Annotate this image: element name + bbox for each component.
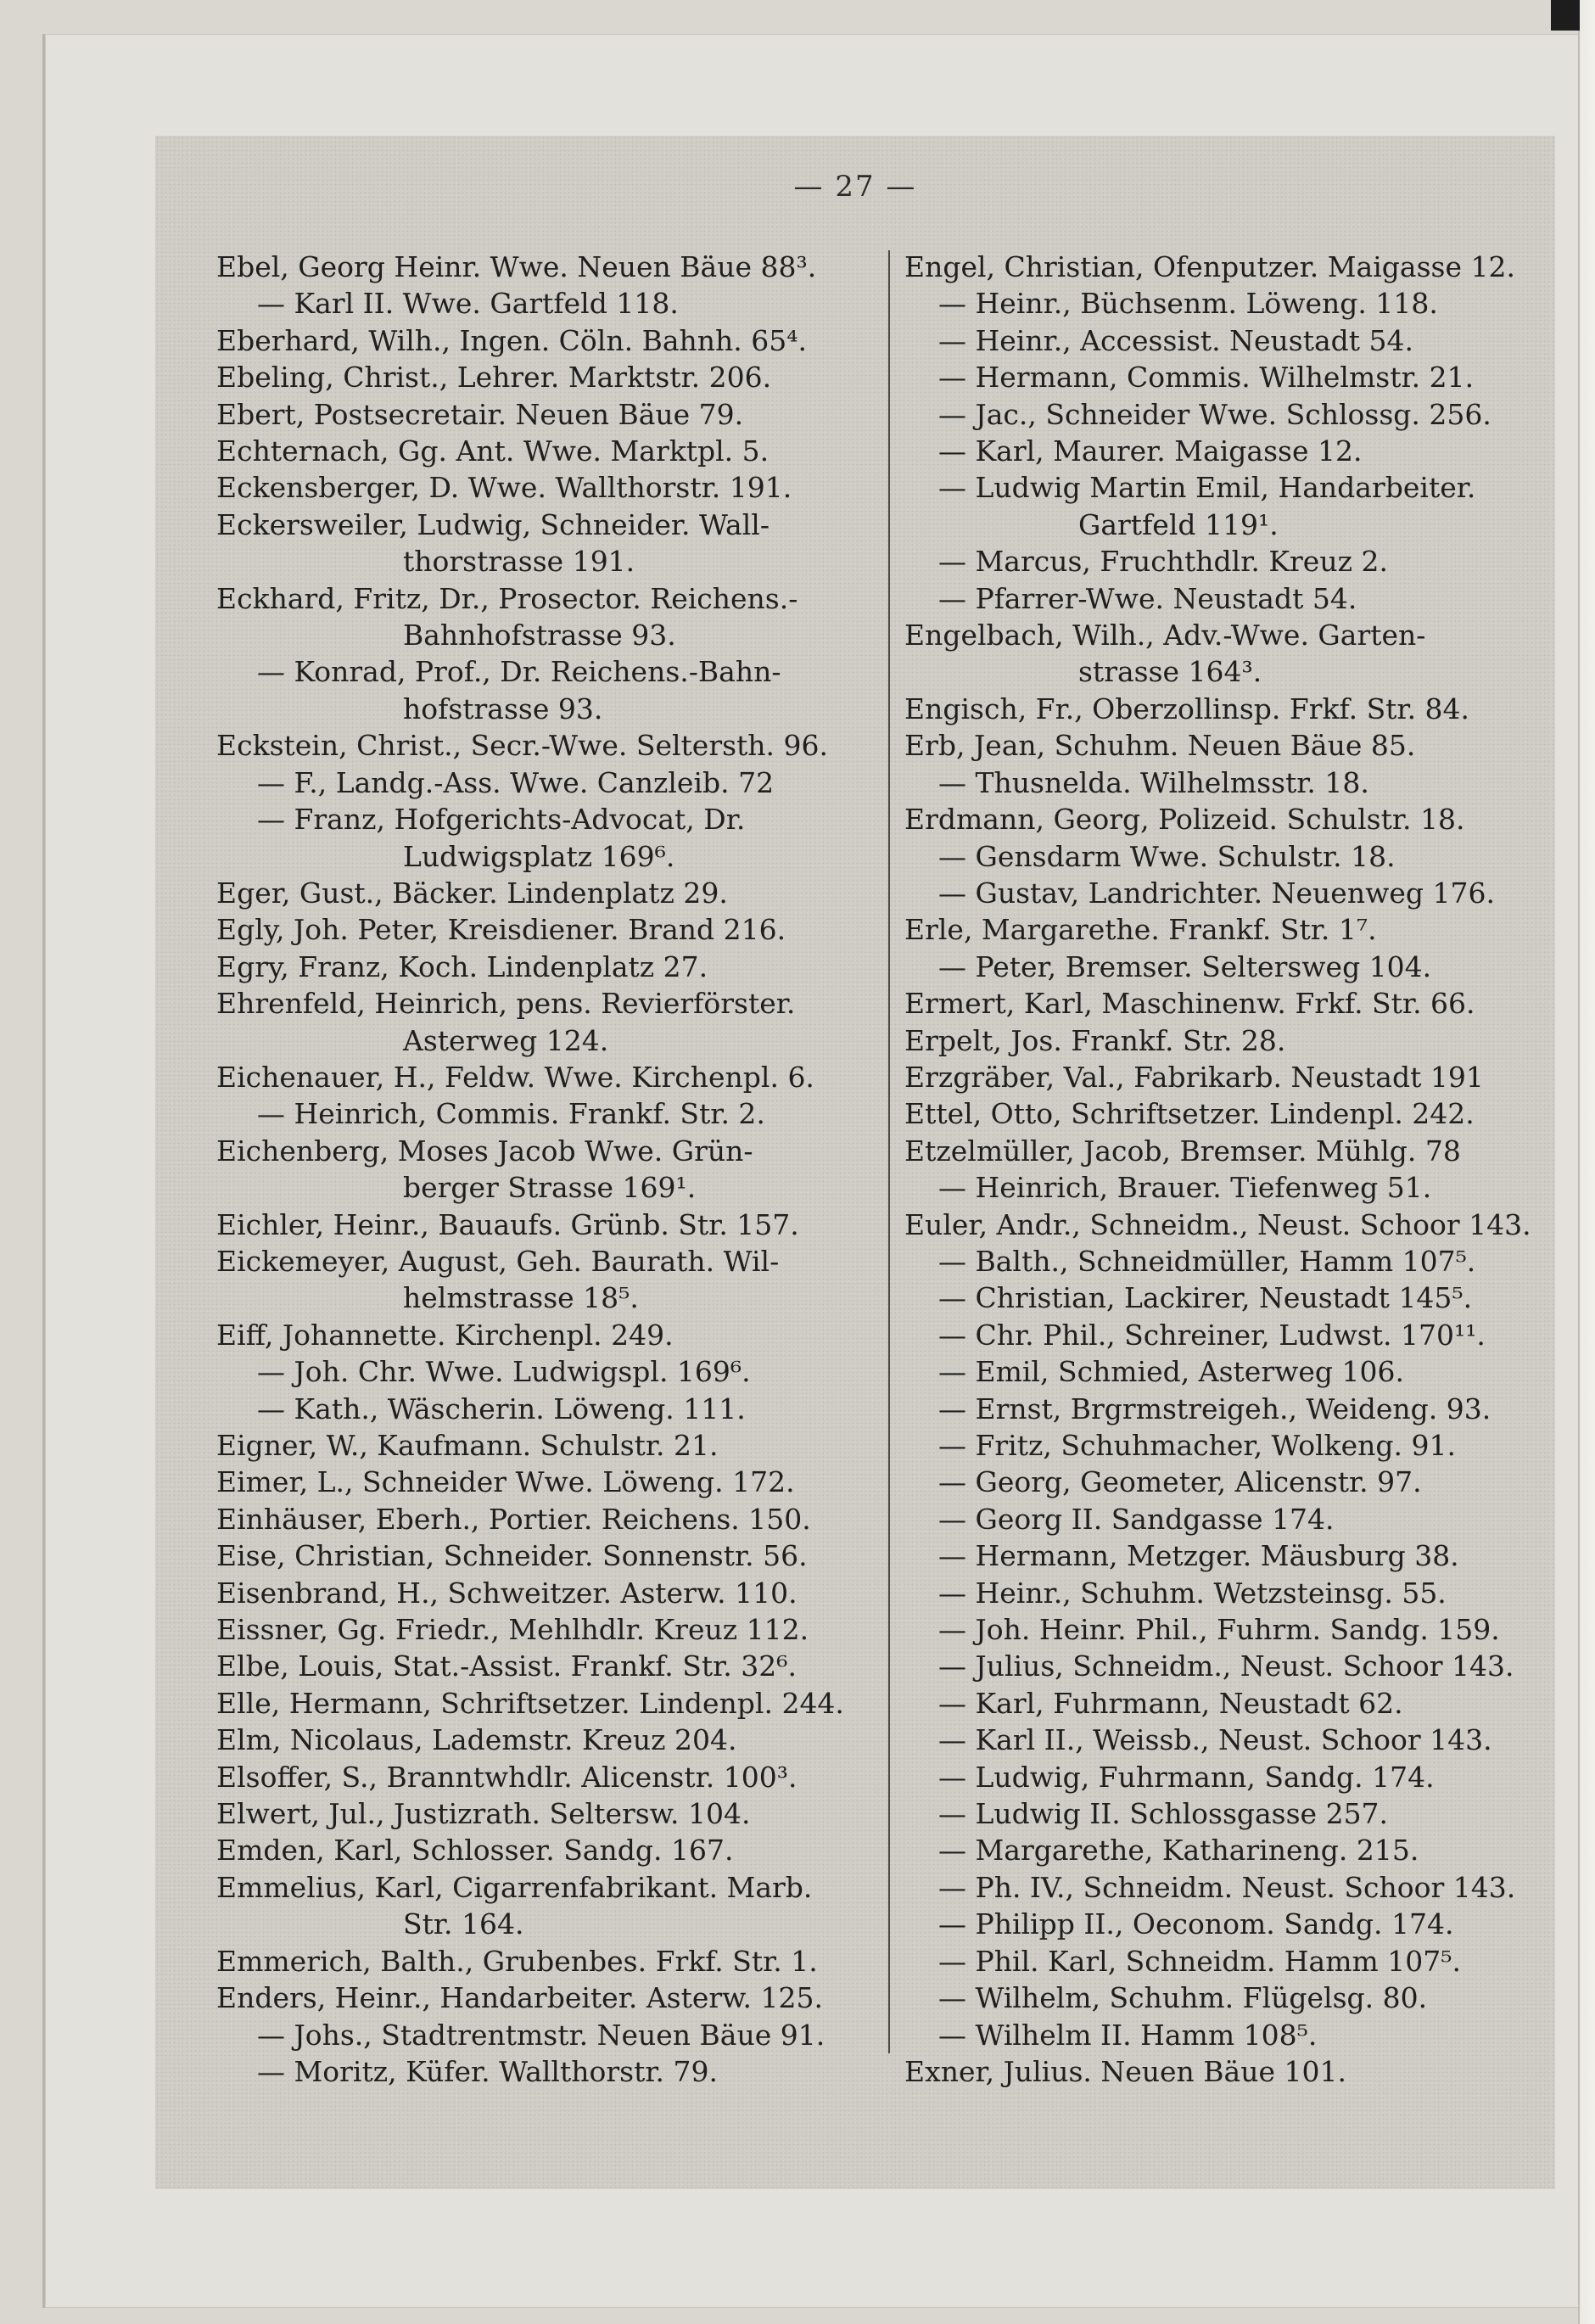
directory-entry: Erb, Jean, Schuhm. Neuen Bäue 85. bbox=[904, 729, 1416, 763]
directory-entry: — Christian, Lackirer, Neustadt 145⁵. bbox=[938, 1281, 1473, 1315]
directory-entry-continuation: Ludwigsplatz 169⁶. bbox=[403, 839, 675, 873]
directory-entry: — Julius, Schneidm., Neust. Schoor 143. bbox=[938, 1649, 1514, 1683]
directory-entry-continuation: Asterweg 124. bbox=[403, 1023, 609, 1057]
directory-entry: Eickemeyer, August, Geh. Baurath. Wil- bbox=[216, 1244, 780, 1278]
directory-entry: — Gensdarm Wwe. Schulstr. 18. bbox=[938, 839, 1396, 873]
directory-entry: — Karl, Fuhrmann, Neustadt 62. bbox=[938, 1686, 1403, 1720]
directory-entry: — Wilhelm, Schuhm. Flügelsg. 80. bbox=[938, 1981, 1428, 2015]
directory-entry: Emmelius, Karl, Cigarrenfabrikant. Marb. bbox=[216, 1870, 813, 1904]
directory-entry: — Margarethe, Katharineng. 215. bbox=[938, 1834, 1419, 1868]
directory-entry: Einhäuser, Eberh., Portier. Reichens. 150. bbox=[216, 1502, 811, 1536]
directory-entry: — Hermann, Commis. Wilhelmstr. 21. bbox=[938, 361, 1475, 395]
directory-entry: — Ernst, Brgrmstreigeh., Weideng. 93. bbox=[938, 1392, 1491, 1425]
directory-entry: Erzgräber, Val., Fabrikarb. Neustadt 191 bbox=[904, 1060, 1484, 1094]
directory-entry: — Ludwig Martin Emil, Handarbeiter. bbox=[938, 471, 1476, 505]
directory-entry: — Joh. Heinr. Phil., Fuhrm. Sandg. 159. bbox=[938, 1613, 1500, 1647]
directory-entry: Ermert, Karl, Maschinenw. Frkf. Str. 66. bbox=[904, 987, 1475, 1021]
directory-entry: Eger, Gust., Bäcker. Lindenplatz 29. bbox=[216, 876, 728, 910]
directory-entry: Exner, Julius. Neuen Bäue 101. bbox=[904, 2054, 1346, 2088]
directory-entry: — Joh. Chr. Wwe. Ludwigspl. 169⁶. bbox=[257, 1355, 751, 1389]
directory-entry: Elm, Nicolaus, Lademstr. Kreuz 204. bbox=[216, 1723, 737, 1757]
directory-entry: Echternach, Gg. Ant. Wwe. Marktpl. 5. bbox=[216, 434, 770, 468]
directory-entry: Ebeling, Christ., Lehrer. Marktstr. 206. bbox=[216, 361, 772, 395]
directory-entry: — Georg, Geometer, Alicenstr. 97. bbox=[938, 1465, 1422, 1499]
directory-entry: Erpelt, Jos. Frankf. Str. 28. bbox=[904, 1023, 1286, 1057]
directory-entry: Eise, Christian, Schneider. Sonnenstr. 56. bbox=[216, 1539, 808, 1573]
directory-entry: — Heinrich, Brauer. Tiefenweg 51. bbox=[938, 1171, 1432, 1205]
directory-entry: Erdmann, Georg, Polizeid. Schulstr. 18. bbox=[904, 803, 1465, 837]
directory-entry: Elbe, Louis, Stat.-Assist. Frankf. Str. 32⁶. bbox=[216, 1649, 797, 1683]
directory-entry: — Emil, Schmied, Asterweg 106. bbox=[938, 1355, 1404, 1389]
directory-entry: Ehrenfeld, Heinrich, pens. Revierförster. bbox=[216, 987, 796, 1021]
directory-entry: Euler, Andr., Schneidm., Neust. Schoor 143. bbox=[904, 1207, 1531, 1241]
directory-entry-continuation: thorstrasse 191. bbox=[403, 545, 635, 579]
directory-entry: — Moritz, Küfer. Wallthorstr. 79. bbox=[257, 2054, 718, 2088]
right-column bbox=[904, 249, 1545, 2090]
directory-entry: Eimer, L., Schneider Wwe. Löweng. 172. bbox=[216, 1465, 795, 1499]
directory-entry: Elsoffer, S., Branntwhdlr. Alicenstr. 100³. bbox=[216, 1760, 798, 1794]
directory-entry: — Ludwig II. Schlossgasse 257. bbox=[938, 1797, 1389, 1831]
directory-entry: — Philipp II., Oeconom. Sandg. 174. bbox=[938, 1907, 1454, 1941]
directory-entry: — Peter, Bremser. Seltersweg 104. bbox=[938, 949, 1432, 983]
directory-entry: Egly, Joh. Peter, Kreisdiener. Brand 216. bbox=[216, 913, 786, 947]
directory-entry: Elle, Hermann, Schriftsetzer. Lindenpl. 244. bbox=[216, 1686, 844, 1720]
directory-entry: — Hermann, Metzger. Mäusburg 38. bbox=[938, 1539, 1459, 1573]
left-column bbox=[216, 249, 937, 2090]
directory-entry-continuation: Str. 164. bbox=[403, 1907, 524, 1941]
directory-entry: Ettel, Otto, Schriftsetzer. Lindenpl. 242. bbox=[904, 1097, 1475, 1131]
directory-entry: Etzelmüller, Jacob, Bremser. Mühlg. 78 bbox=[904, 1134, 1461, 1168]
directory-entry: — F., Landg.-Ass. Wwe. Canzleib. 72 bbox=[257, 765, 775, 799]
directory-entry-continuation: Bahnhofstrasse 93. bbox=[403, 619, 676, 652]
directory-entry: Eigner, W., Kaufmann. Schulstr. 21. bbox=[216, 1429, 719, 1462]
directory-entry: Eckstein, Christ., Secr.-Wwe. Seltersth. 96. bbox=[216, 729, 829, 763]
column-divider bbox=[888, 250, 890, 2053]
directory-entry: — Heinr., Accessist. Neustadt 54. bbox=[938, 323, 1414, 357]
directory-entry: — Wilhelm II. Hamm 108⁵. bbox=[938, 2018, 1318, 2052]
directory-entry: — Fritz, Schuhmacher, Wolkeng. 91. bbox=[938, 1429, 1457, 1462]
directory-entry: Elwert, Jul., Justizrath. Seltersw. 104. bbox=[216, 1797, 751, 1831]
directory-entry-continuation: helmstrasse 18⁵. bbox=[403, 1281, 639, 1315]
directory-entry: Eckhard, Fritz, Dr., Prosector. Reichens.- bbox=[216, 581, 798, 615]
directory-entry-continuation: strasse 164³. bbox=[1078, 655, 1262, 689]
directory-entry: — Konrad, Prof., Dr. Reichens.-Bahn- bbox=[257, 655, 781, 689]
directory-entry: Engel, Christian, Ofenputzer. Maigasse 12. bbox=[904, 250, 1515, 283]
directory-entry: — Phil. Karl, Schneidm. Hamm 107⁵. bbox=[938, 1944, 1461, 1978]
directory-entry: — Heinr., Schuhm. Wetzsteinsg. 55. bbox=[938, 1576, 1447, 1610]
directory-entry: Eichenauer, H., Feldw. Wwe. Kirchenpl. 6. bbox=[216, 1060, 814, 1094]
directory-entry: Eisenbrand, H., Schweitzer. Asterw. 110. bbox=[216, 1576, 798, 1610]
directory-entry: Engisch, Fr., Oberzollinsp. Frkf. Str. 84. bbox=[904, 692, 1470, 725]
directory-entry: Emmerich, Balth., Grubenbes. Frkf. Str. 1. bbox=[216, 1944, 818, 1978]
directory-entry: Emden, Karl, Schlosser. Sandg. 167. bbox=[216, 1834, 734, 1868]
directory-entry: Eissner, Gg. Friedr., Mehlhdlr. Kreuz 112. bbox=[216, 1613, 809, 1647]
directory-entry: — Karl II., Weissb., Neust. Schoor 143. bbox=[938, 1723, 1492, 1757]
directory-entry: Eberhard, Wilh., Ingen. Cöln. Bahnh. 65⁴. bbox=[216, 323, 807, 357]
directory-entry: — Georg II. Sandgasse 174. bbox=[938, 1502, 1335, 1536]
directory-entry: Erle, Margarethe. Frankf. Str. 1⁷. bbox=[904, 913, 1377, 947]
directory-entry: Eichenberg, Moses Jacob Wwe. Grün- bbox=[216, 1134, 753, 1168]
directory-entry: Egry, Franz, Koch. Lindenplatz 27. bbox=[216, 949, 708, 983]
directory-entry: — Heinr., Büchsenm. Löweng. 118. bbox=[938, 287, 1438, 321]
printed-area bbox=[155, 136, 1555, 2189]
directory-entry: — Karl II. Wwe. Gartfeld 118. bbox=[257, 287, 679, 321]
page-edge bbox=[1578, 0, 1595, 2324]
directory-entry: — Jac., Schneider Wwe. Schlossg. 256. bbox=[938, 397, 1491, 431]
directory-entry: Eiff, Johannette. Kirchenpl. 249. bbox=[216, 1318, 674, 1352]
directory-entry: — Gustav, Landrichter. Neuenweg 176. bbox=[938, 876, 1495, 910]
corner-mark bbox=[1551, 0, 1580, 31]
directory-entry: — Franz, Hofgerichts-Advocat, Dr. bbox=[257, 803, 746, 837]
directory-entry: — Balth., Schneidmüller, Hamm 107⁵. bbox=[938, 1244, 1476, 1278]
directory-entry: — Kath., Wäscherin. Löweng. 111. bbox=[257, 1392, 746, 1425]
directory-entry: — Chr. Phil., Schreiner, Ludwst. 170¹¹. bbox=[938, 1318, 1486, 1352]
directory-entry-continuation: Gartfeld 119¹. bbox=[1078, 507, 1279, 541]
page-number: — 27 — bbox=[793, 170, 917, 204]
directory-entry: — Karl, Maurer. Maigasse 12. bbox=[938, 434, 1363, 468]
directory-entry: Ebel, Georg Heinr. Wwe. Neuen Bäue 88³. bbox=[216, 250, 817, 283]
directory-entry: — Heinrich, Commis. Frankf. Str. 2. bbox=[257, 1097, 765, 1131]
directory-entry: Eckensberger, D. Wwe. Wallthorstr. 191. bbox=[216, 471, 792, 505]
directory-entry: — Ludwig, Fuhrmann, Sandg. 174. bbox=[938, 1760, 1435, 1794]
directory-entry: Eckersweiler, Ludwig, Schneider. Wall- bbox=[216, 507, 770, 541]
book-page bbox=[42, 34, 1581, 2308]
directory-entry: — Marcus, Fruchthdlr. Kreuz 2. bbox=[938, 545, 1388, 579]
directory-entry: — Pfarrer-Wwe. Neustadt 54. bbox=[938, 581, 1357, 615]
directory-entry: — Johs., Stadtrentmstr. Neuen Bäue 91. bbox=[257, 2018, 825, 2052]
directory-entry: Ebert, Postsecretair. Neuen Bäue 79. bbox=[216, 397, 744, 431]
directory-entry: — Thusnelda. Wilhelmsstr. 18. bbox=[938, 765, 1369, 799]
directory-entry: — Ph. IV., Schneidm. Neust. Schoor 143. bbox=[938, 1870, 1516, 1904]
directory-entry: Eichler, Heinr., Bauaufs. Grünb. Str. 157. bbox=[216, 1207, 799, 1241]
directory-entry: Enders, Heinr., Handarbeiter. Asterw. 125. bbox=[216, 1981, 823, 2015]
directory-entry-continuation: hofstrasse 93. bbox=[403, 692, 603, 725]
directory-entry-continuation: berger Strasse 169¹. bbox=[403, 1171, 697, 1205]
directory-entry: Engelbach, Wilh., Adv.-Wwe. Garten- bbox=[904, 619, 1426, 652]
